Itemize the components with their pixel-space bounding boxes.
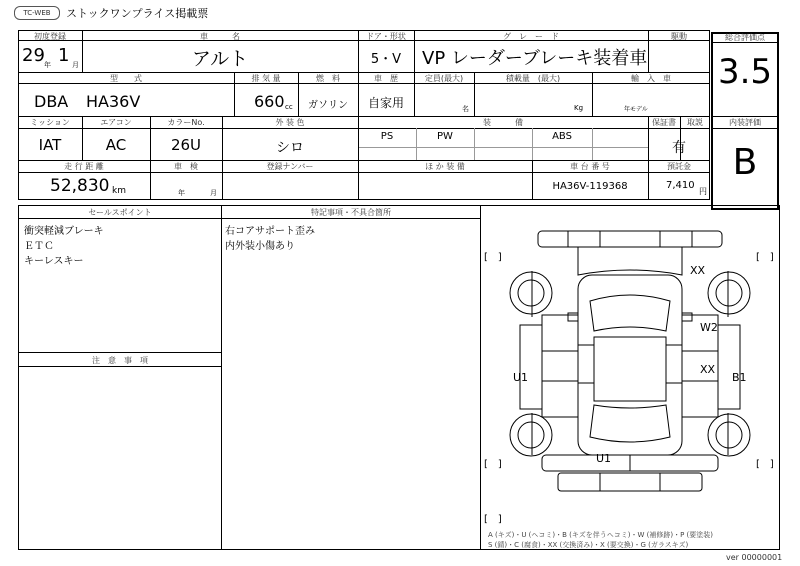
exterior-color-label: 外 装 色 — [275, 118, 305, 127]
mileage-unit: km — [112, 186, 126, 196]
aircon-value: AC — [105, 136, 127, 154]
fuel-value: ガソリン — [308, 100, 348, 111]
interior-grade-label: 内装評価 — [729, 118, 761, 127]
mission-value: IAT — [38, 136, 62, 154]
damage-mark-right-rear: B1 — [732, 371, 747, 384]
bracket-bottom: [ ] — [484, 514, 502, 525]
first-reg-label: 初度登録 — [34, 32, 66, 41]
sales-points-label: セールスポイント — [88, 208, 152, 217]
interior-grade-value: B — [732, 142, 758, 183]
damage-mark-front: U1 — [596, 452, 612, 465]
car-damage-diagram — [480, 205, 780, 525]
door-shape-label: ドア・形状 — [366, 32, 406, 41]
equipment-label: 装 備 — [483, 118, 523, 127]
reg-year-value: 29 — [22, 45, 45, 66]
model-label: 型 式 — [110, 74, 142, 83]
drive-label: 駆動 — [671, 32, 687, 41]
caution-label: 注 意 事 項 — [92, 356, 148, 365]
recycle-unit: 円 — [699, 187, 707, 196]
insp-month-unit: 月 — [210, 189, 217, 197]
legend-line-1: A (キズ)・U (ヘコミ)・B (キズを伴うヘコミ)・W (補修跡)・P (要塗装) — [488, 531, 714, 539]
damage-mark-right-lower: XX — [700, 363, 716, 376]
version-text: ver 00000001 — [726, 553, 783, 562]
grade-label: グ レ ー ド — [503, 32, 559, 41]
import-model-unit: 年モデル — [624, 106, 648, 113]
recycle-amount: 7,410 — [666, 180, 695, 191]
equip-ps: PS — [380, 131, 394, 142]
car-name-value: アルト — [191, 48, 249, 70]
insp-year-unit: 年 — [178, 189, 185, 197]
other-equip-label: ほ か 装 備 — [425, 162, 465, 171]
sales-point-1: 衝突軽減ブレーキ — [24, 226, 104, 237]
displacement-value: 660 — [254, 92, 285, 111]
payload-unit: Kg — [574, 104, 584, 112]
door-shape-value: 5・V — [370, 52, 402, 67]
bracket-front-left: [ ] — [484, 459, 502, 470]
company-logo: TC-WEB — [14, 6, 60, 20]
reg-month-value: 1 — [58, 45, 70, 66]
damage-mark-left: U1 — [513, 371, 529, 384]
mileage-value: 52,830 — [50, 176, 110, 196]
recycle-label: 預託金 — [667, 162, 691, 171]
capacity-label: 定員(最大) — [424, 74, 464, 83]
color-no-value: 26U — [170, 136, 202, 154]
reg-year-unit: 年 — [44, 61, 51, 69]
equip-abs: ABS — [552, 131, 572, 142]
plate-label: 登録ナンバー — [266, 162, 314, 171]
sales-point-2: ＥＴＣ — [24, 241, 54, 252]
mission-label: ミッション — [30, 118, 70, 127]
reg-month-unit: 月 — [72, 61, 79, 69]
sales-point-3: キーレスキー — [24, 256, 84, 267]
model-value: HA36V — [86, 92, 141, 111]
color-no-label: カラーNo. — [167, 118, 205, 127]
exterior-color-value: シロ — [276, 140, 304, 156]
capacity-unit: 名 — [462, 105, 469, 113]
warranty-label: 保証書 — [652, 118, 676, 127]
grade-value: VP レーダーブレーキ装着車 — [422, 48, 648, 69]
note-2: 内外装小傷あり — [225, 241, 295, 252]
bracket-front-right: [ ] — [756, 459, 774, 470]
chassis-no-label: 車 台 番 号 — [570, 162, 610, 171]
manual-label: 取説 — [687, 118, 703, 127]
legend-line-2: S (錆)・C (腐食)・XX (交換済み)・X (要交換)・G (ガラスキズ) — [488, 541, 689, 549]
damage-mark-rear-right: XX — [690, 264, 706, 277]
model-prefix-value: DBA — [34, 92, 69, 111]
fuel-label: 燃 料 — [316, 74, 340, 83]
bracket-rear-left: [ ] — [484, 252, 502, 263]
page-title: ストックワンプライス掲載票 — [66, 7, 209, 20]
usage-value: 自家用 — [367, 96, 404, 110]
bracket-rear-right: [ ] — [756, 252, 774, 263]
displacement-label: 排 気 量 — [251, 74, 281, 83]
usage-label: 車 歴 — [374, 74, 398, 83]
overall-grade-value: 3.5 — [717, 52, 773, 92]
damage-mark-right-upper: W2 — [700, 321, 718, 334]
inspection-label: 車 検 — [174, 162, 198, 171]
displacement-unit: cc — [285, 103, 293, 111]
aircon-label: エアコン — [100, 118, 132, 127]
car-name-label: 車 名 — [200, 32, 240, 41]
chassis-no-value: HA36V-119368 — [552, 181, 628, 192]
overall-grade-label: 総合評価点 — [725, 33, 765, 42]
import-label: 輸 入 車 — [631, 74, 671, 83]
notes-label: 特記事項・不具合箇所 — [311, 208, 391, 217]
note-1: 右コアサポート歪み — [225, 226, 315, 237]
notes-box — [221, 205, 481, 550]
equip-pw: PW — [437, 131, 453, 142]
manual-value: 有 — [672, 140, 686, 156]
mileage-label: 走 行 距 離 — [64, 162, 104, 171]
payload-label: 積載量 (最大) — [505, 74, 561, 83]
